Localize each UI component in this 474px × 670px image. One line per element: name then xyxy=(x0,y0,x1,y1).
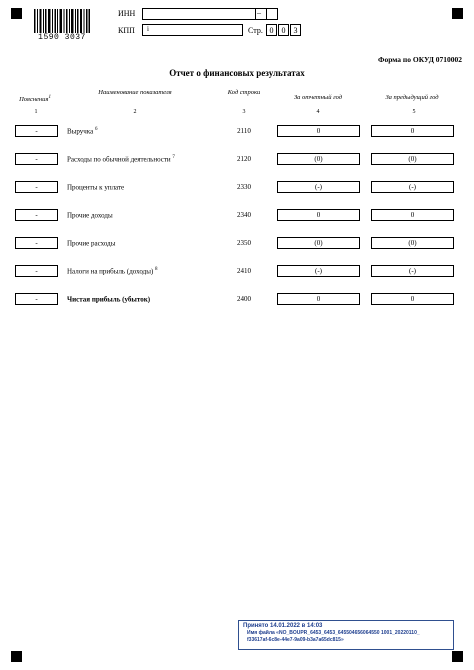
column-number: 3 xyxy=(242,109,246,115)
indicator-name: Прочие доходы xyxy=(67,211,113,220)
kpp-value: i xyxy=(147,25,149,33)
previous-year-cell[interactable]: (-) xyxy=(371,181,454,193)
inn-label: ИНН xyxy=(118,9,136,18)
current-year-cell[interactable]: 0 xyxy=(277,125,360,137)
note-cell[interactable]: - xyxy=(15,209,58,221)
line-code: 2330 xyxy=(237,183,251,191)
line-code: 2410 xyxy=(237,267,251,275)
column-number: 1 xyxy=(34,109,38,115)
corner-marker-bottom-left xyxy=(11,651,22,662)
indicator-name: Выручка $^6$ xyxy=(67,127,98,136)
kpp-field[interactable] xyxy=(142,24,243,36)
current-year-cell[interactable]: 0 xyxy=(277,209,360,221)
column-header-indicator: Наименование показателя xyxy=(98,89,172,96)
previous-year-cell[interactable]: 0 xyxy=(371,209,454,221)
indicator-name: Чистая прибыль (убыток) xyxy=(67,295,151,304)
note-cell[interactable]: - xyxy=(15,181,58,193)
line-code: 2340 xyxy=(237,211,251,219)
previous-year-cell[interactable]: (-) xyxy=(371,265,454,277)
column-header-code: Код строки xyxy=(227,89,261,96)
previous-year-cell[interactable]: (0) xyxy=(371,153,454,165)
indicator-name: Прочие расходы xyxy=(67,239,116,248)
page-digit-3: 3 xyxy=(290,24,301,36)
indicator-name: Расходы по обычной деятельности $^7$ xyxy=(67,155,175,164)
report-title: Отчет о финансовых результатах xyxy=(169,68,305,78)
inn-separator: – xyxy=(257,8,261,17)
current-year-cell[interactable]: (0) xyxy=(277,237,360,249)
barcode-number: 1590 3037 xyxy=(38,33,86,42)
current-year-cell[interactable]: (-) xyxy=(277,265,360,277)
current-year-cell[interactable]: (0) xyxy=(277,153,360,165)
acceptance-stamp xyxy=(238,620,454,650)
previous-year-cell[interactable]: 0 xyxy=(371,125,454,137)
corner-marker-bottom-right xyxy=(452,651,463,662)
page-digit-1: 0 xyxy=(266,24,277,36)
stamp-filename-line: Имя файла «NO_BOUPR_6453_6453_645504656064550 1001_20220110_ xyxy=(247,630,420,636)
column-number: 5 xyxy=(412,109,416,115)
line-code: 2400 xyxy=(237,295,251,303)
note-cell[interactable]: - xyxy=(15,237,58,249)
stamp-accepted-line: Принято 14.01.2022 в 14:03 xyxy=(243,623,323,629)
indicator-name: Проценты к уплате xyxy=(67,183,125,192)
note-cell[interactable]: - xyxy=(15,293,58,305)
previous-year-cell[interactable]: 0 xyxy=(371,293,454,305)
line-code: 2110 xyxy=(237,127,251,135)
note-cell[interactable]: - xyxy=(15,125,58,137)
indicator-name: Налоги на прибыль (доходы) $^8$ xyxy=(67,267,158,276)
page-digit-2: 0 xyxy=(278,24,289,36)
form-code: Форма по ОКУД 0710002 xyxy=(378,55,463,64)
line-code: 2350 xyxy=(237,239,251,247)
column-header-previous: За предыдущий год xyxy=(385,94,439,101)
line-code: 2120 xyxy=(237,155,251,163)
note-cell[interactable]: - xyxy=(15,265,58,277)
current-year-cell[interactable]: 0 xyxy=(277,293,360,305)
barcode xyxy=(34,9,90,33)
stamp-filename-line-2: f33617af-6c8e-44e7-9a09-b3a7a65dc815» xyxy=(247,636,344,643)
page-label: Стр. xyxy=(248,26,263,35)
column-header-notes: Пояснения$^1$ xyxy=(19,95,51,104)
previous-year-cell[interactable]: (0) xyxy=(371,237,454,249)
note-cell[interactable]: - xyxy=(15,153,58,165)
column-number: 2 xyxy=(133,109,137,115)
kpp-label: КПП xyxy=(118,26,135,35)
column-header-current: За отчетный год xyxy=(293,94,343,101)
current-year-cell[interactable]: (-) xyxy=(277,181,360,193)
inn-field[interactable] xyxy=(142,8,278,20)
column-number: 4 xyxy=(316,109,320,115)
corner-marker-top-left xyxy=(11,8,22,19)
corner-marker-top-right xyxy=(452,8,463,19)
